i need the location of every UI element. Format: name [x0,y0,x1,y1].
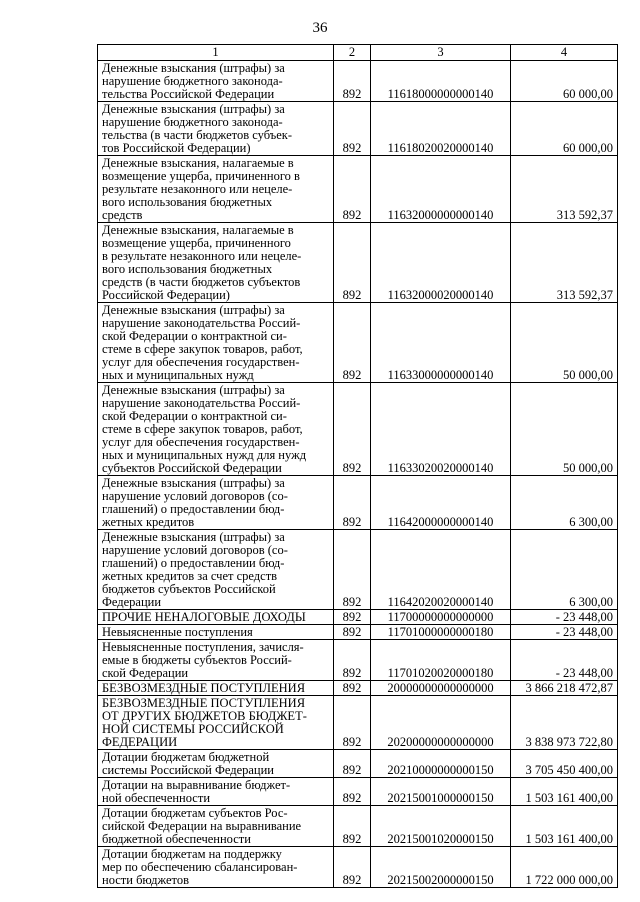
admin-code-cell: 892 [334,102,371,156]
revenue-name-cell: БЕЗВОЗМЕЗДНЫЕ ПОСТУПЛЕНИЯ [98,681,334,696]
revenue-name-cell: Денежные взыскания (штрафы) за нарушение бюджетного законода- тельства Российской Федерации [98,61,334,102]
table-body [98,61,618,888]
revenue-name-cell: ПРОЧИЕ НЕНАЛОГОВЫЕ ДОХОДЫ [98,610,334,625]
budget-classification-code-cell: 11642000000000140 [371,476,511,530]
table-row [98,640,618,681]
budget-classification-code-cell: 20215002000000150 [371,847,511,888]
budget-classification-code-cell: 11700000000000000 [371,610,511,625]
admin-code-cell: 892 [334,610,371,625]
budget-classification-code-cell: 20210000000000150 [371,750,511,778]
table-row [98,610,618,625]
amount-cell: 6 300,00 [511,476,618,530]
amount-cell: 3 866 218 472,87 [511,681,618,696]
column-header-1: 1 [98,45,334,61]
amount-cell: 3 838 973 722,80 [511,696,618,750]
table-row [98,223,618,303]
budget-classification-code-cell: 11633000000000140 [371,303,511,383]
admin-code-cell: 892 [334,681,371,696]
amount-cell: 1 722 000 000,00 [511,847,618,888]
revenue-name-cell: Денежные взыскания (штрафы) за нарушение условий договоров (со- глашений) о предоставлении бюд- жетных кредитов за счет средств бюджетов субъектов Российской Федерации [98,530,334,610]
table-header-row [98,45,618,61]
budget-classification-code-cell: 11633020020000140 [371,383,511,476]
amount-cell: - 23 448,00 [511,610,618,625]
budget-classification-code-cell: 11632000020000140 [371,223,511,303]
amount-cell: 6 300,00 [511,530,618,610]
amount-cell: 3 705 450 400,00 [511,750,618,778]
table-row [98,681,618,696]
admin-code-cell: 892 [334,223,371,303]
revenue-name-cell: Невыясненные поступления, зачисля- емые в бюджеты субъектов Россий- ской Федерации [98,640,334,681]
amount-cell: 50 000,00 [511,303,618,383]
budget-classification-code-cell: 20215001020000150 [371,806,511,847]
amount-cell: - 23 448,00 [511,640,618,681]
page-number: 36 [312,20,328,36]
admin-code-cell: 892 [334,61,371,102]
admin-code-cell: 892 [334,847,371,888]
budget-classification-code-cell: 11701000000000180 [371,625,511,640]
revenue-name-cell: Дотации бюджетам субъектов Рос- сийской Федерации на выравнивание бюджетной обеспеченности [98,806,334,847]
table-row [98,476,618,530]
budget-classification-code-cell: 11701020020000180 [371,640,511,681]
admin-code-cell: 892 [334,750,371,778]
admin-code-cell: 892 [334,476,371,530]
table-row [98,778,618,806]
revenue-name-cell: Дотации на выравнивание бюджет- ной обеспеченности [98,778,334,806]
budget-revenue-table [97,44,618,888]
amount-cell: 1 503 161 400,00 [511,806,618,847]
table-row [98,61,618,102]
column-header-2: 2 [334,45,371,61]
revenue-name-cell: Денежные взыскания (штрафы) за нарушение законодательства Россий- ской Федерации о контрактной си- стеме в сфере закупок товаров, работ, услуг для обеспечения государствен- ных и муниципальных нужд [98,303,334,383]
amount-cell: 1 503 161 400,00 [511,778,618,806]
admin-code-cell: 892 [334,778,371,806]
table-row [98,156,618,223]
revenue-name-cell: Невыясненные поступления [98,625,334,640]
admin-code-cell: 892 [334,696,371,750]
budget-classification-code-cell: 20200000000000000 [371,696,511,750]
admin-code-cell: 892 [334,383,371,476]
budget-classification-code-cell: 11632000000000140 [371,156,511,223]
table-row [98,530,618,610]
column-header-3: 3 [371,45,511,61]
table-row [98,847,618,888]
revenue-name-cell: Денежные взыскания (штрафы) за нарушение бюджетного законода- тельства (в части бюджетов субъек- тов Российской Федерации) [98,102,334,156]
table-row [98,102,618,156]
admin-code-cell: 892 [334,625,371,640]
amount-cell: - 23 448,00 [511,625,618,640]
budget-classification-code-cell: 11618000000000140 [371,61,511,102]
revenue-name-cell: Денежные взыскания, налагаемые в возмещение ущерба, причиненного в результате незаконного или нецеле- вого использования бюджетных средств (в части бюджетов субъектов Российской Федерации) [98,223,334,303]
admin-code-cell: 892 [334,156,371,223]
amount-cell: 60 000,00 [511,61,618,102]
amount-cell: 50 000,00 [511,383,618,476]
amount-cell: 313 592,37 [511,223,618,303]
table-row [98,383,618,476]
table-row [98,625,618,640]
revenue-name-cell: Дотации бюджетам на поддержку мер по обеспечению сбалансирован- ности бюджетов [98,847,334,888]
revenue-name-cell: Денежные взыскания (штрафы) за нарушение условий договоров (со- глашений) о предоставлении бюд- жетных кредитов [98,476,334,530]
budget-classification-code-cell: 11642020020000140 [371,530,511,610]
amount-cell: 60 000,00 [511,102,618,156]
column-header-4: 4 [511,45,618,61]
table-row [98,696,618,750]
table-row [98,806,618,847]
admin-code-cell: 892 [334,640,371,681]
amount-cell: 313 592,37 [511,156,618,223]
budget-classification-code-cell: 20000000000000000 [371,681,511,696]
revenue-name-cell: Денежные взыскания, налагаемые в возмещение ущерба, причиненного в результате незаконного или нецеле- вого использования бюджетных средств [98,156,334,223]
budget-classification-code-cell: 20215001000000150 [371,778,511,806]
budget-classification-code-cell: 11618020020000140 [371,102,511,156]
revenue-name-cell: Дотации бюджетам бюджетной системы Российской Федерации [98,750,334,778]
table-row [98,303,618,383]
admin-code-cell: 892 [334,806,371,847]
revenue-name-cell: Денежные взыскания (штрафы) за нарушение законодательства Россий- ской Федерации о контрактной си- стеме в сфере закупок товаров, работ, услуг для обеспечения государствен- ных и муниципальных нужд для нужд субъектов Российской Федерации [98,383,334,476]
table-row [98,750,618,778]
revenue-name-cell: БЕЗВОЗМЕЗДНЫЕ ПОСТУПЛЕНИЯ ОТ ДРУГИХ БЮДЖЕТОВ БЮДЖЕТ- НОЙ СИСТЕМЫ РОССИЙСКОЙ ФЕДЕРАЦИИ [98,696,334,750]
admin-code-cell: 892 [334,530,371,610]
admin-code-cell: 892 [334,303,371,383]
